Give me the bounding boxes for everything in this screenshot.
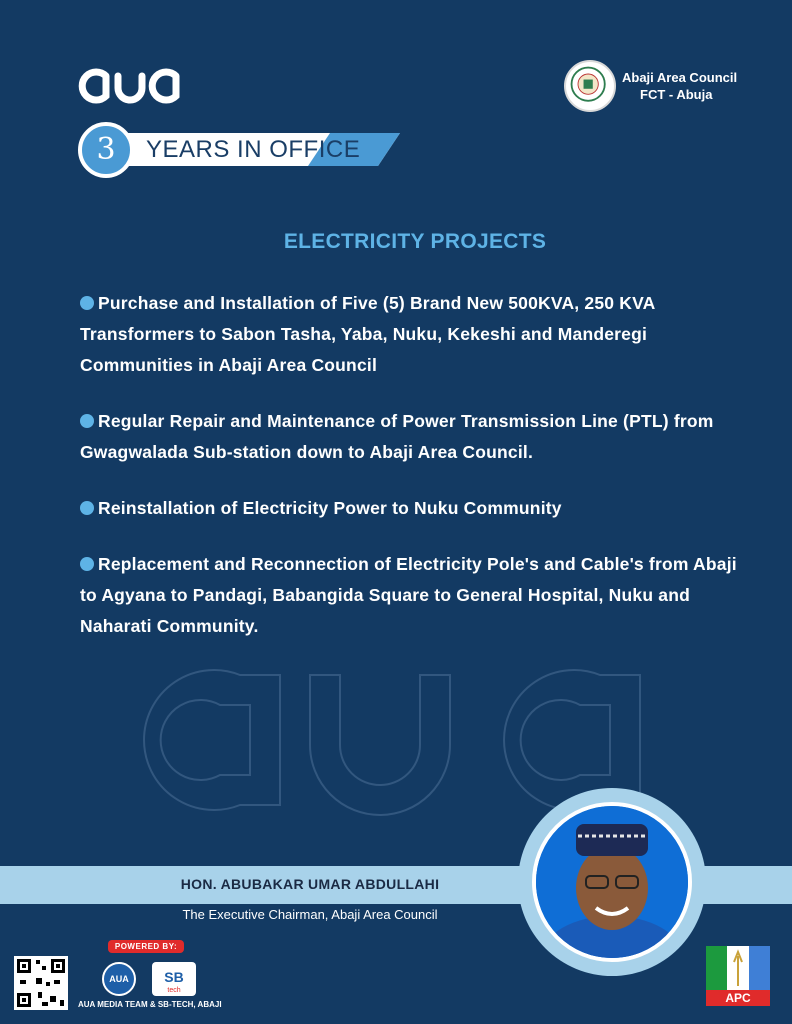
powered-by-label: POWERED BY: bbox=[108, 940, 184, 953]
qr-code-icon bbox=[14, 956, 68, 1010]
years-number: 3 bbox=[96, 132, 116, 167]
party-label: APC bbox=[706, 990, 770, 1006]
bullet-icon bbox=[80, 296, 94, 310]
bullet-icon bbox=[80, 414, 94, 428]
project-item bbox=[80, 288, 740, 381]
project-text: Reinstallation of Electricity Power to Nuku Community bbox=[98, 498, 562, 518]
footer-credit: AUA MEDIA TEAM & SB-TECH, ABAJI bbox=[78, 1000, 222, 1009]
projects-list bbox=[80, 288, 740, 667]
apc-flag-icon bbox=[706, 946, 770, 990]
project-item bbox=[80, 493, 740, 524]
project-item bbox=[80, 549, 740, 642]
years-label: YEARS IN OFFICE bbox=[146, 136, 361, 163]
chairman-title: The Executive Chairman, Abaji Area Council bbox=[182, 907, 438, 922]
council-seal-icon bbox=[564, 60, 616, 112]
bullet-icon bbox=[80, 557, 94, 571]
svg-text:tech: tech bbox=[167, 987, 181, 994]
bullet-icon bbox=[80, 501, 94, 515]
aua-media-badge: AUA bbox=[102, 962, 136, 996]
years-circle bbox=[78, 122, 134, 178]
svg-text:SB: SB bbox=[164, 969, 184, 985]
project-item bbox=[80, 406, 740, 468]
project-text: Regular Repair and Maintenance of Power Transmission Line (PTL) from Gwagwalada Sub-station down to Abaji Area Council. bbox=[80, 411, 714, 462]
chairman-portrait-icon bbox=[532, 802, 692, 962]
project-text: Purchase and Installation of Five (5) Brand New 500KVA, 250 KVA Transformers to Sabon Tasha, Yaba, Nuku, Kekeshi and Manderegi Communities in Abaji Area Council bbox=[80, 293, 655, 375]
section-title: ELECTRICITY PROJECTS bbox=[283, 230, 547, 253]
aua-logo-icon bbox=[76, 66, 186, 106]
council-location: FCT - Abuja bbox=[640, 87, 713, 102]
council-name: Abaji Area Council bbox=[622, 70, 738, 85]
chairman-name: HON. ABUBAKAR UMAR ABDULLAHI bbox=[180, 876, 440, 892]
sb-tech-badge bbox=[152, 962, 196, 996]
project-text: Replacement and Reconnection of Electricity Pole's and Cable's from Abaji to Agyana to Pandagi, Babangida Square to General Hospital, Nuku and Naharati Community. bbox=[80, 554, 737, 636]
